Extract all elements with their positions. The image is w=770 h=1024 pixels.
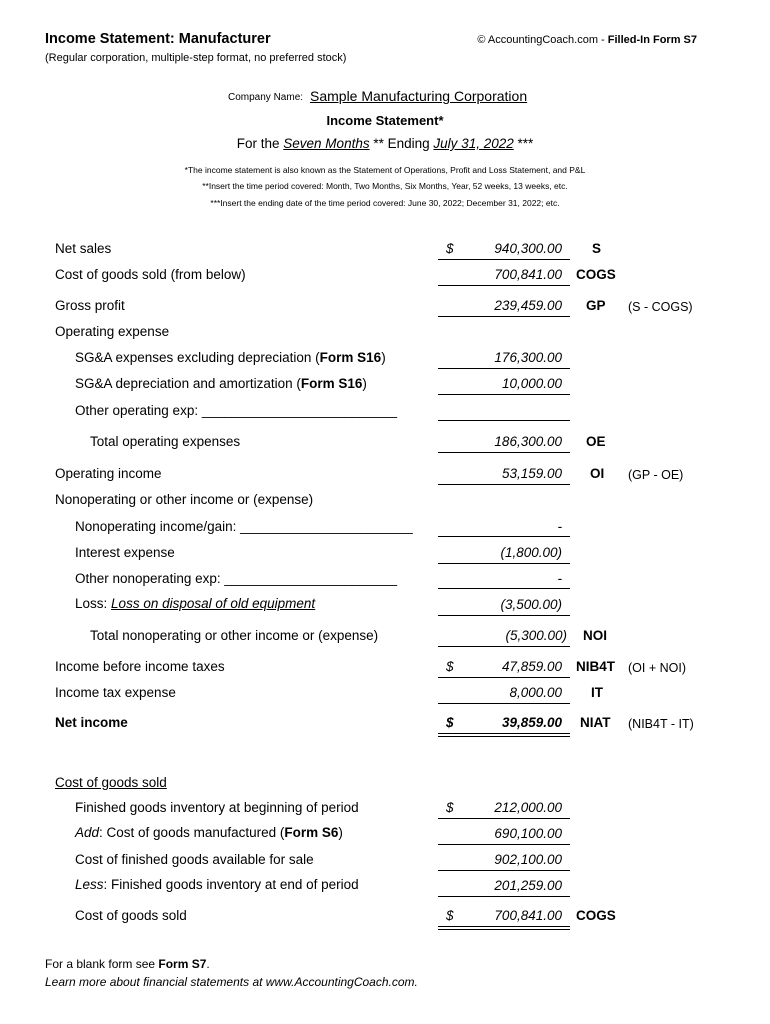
net-income-code: NIAT <box>580 715 611 730</box>
available-label: Cost of finished goods available for sale <box>75 852 314 867</box>
underline <box>438 316 570 317</box>
tax-code: IT <box>591 685 603 700</box>
opex-heading: Operating expense <box>55 324 170 339</box>
ending-inventory-label <box>75 877 359 892</box>
footnote-2: **Insert the time period covered: Month, Two Months, Six Months, Year, 52 weeks, 13 weeks, etc. <box>202 181 568 191</box>
net-income-label: Net income <box>55 715 128 730</box>
underline <box>438 588 570 589</box>
underline <box>438 870 570 871</box>
sga-dep-text: SG&A depreciation and amortization ( <box>75 376 301 391</box>
period-mid: ** Ending <box>373 136 430 151</box>
cogm-form: Form S6 <box>284 825 339 840</box>
currency-symbol: $ <box>446 800 454 815</box>
cogm-text: : Cost of goods manufactured ( <box>99 825 285 840</box>
cogm-label <box>75 825 343 840</box>
gross-profit-amount: 239,459.00 <box>494 298 562 313</box>
cogm-amount: 690,100.00 <box>494 826 562 841</box>
underline <box>438 285 570 286</box>
sga-dep-form: Form S16 <box>300 376 363 391</box>
footnote-1: *The income statement is also known as the Statement of Operations, Profit and Loss Statement, and P&L <box>184 165 586 175</box>
sga-dep-close: ) <box>362 376 367 391</box>
sga-excl-form: Form S16 <box>319 350 382 365</box>
cogs-section-heading: Cost of goods sold <box>55 775 167 790</box>
operating-income-code: OI <box>590 466 605 481</box>
total-nonop-amount: (5,300.00) <box>505 628 567 643</box>
other-opex-label: Other operating exp: __________________________ <box>75 403 398 418</box>
add-prefix: Add <box>75 825 100 840</box>
tax-label: Income tax expense <box>55 685 176 700</box>
total-nonop-label: Total nonoperating or other income or (expense) <box>90 628 379 643</box>
page-title: Income Statement: Manufacturer <box>45 31 271 47</box>
interest-label: Interest expense <box>75 545 175 560</box>
period-end-date: July 31, 2022 <box>433 136 514 151</box>
beginning-inventory-amount: 212,000.00 <box>494 800 562 815</box>
nonop-heading: Nonoperating or other income or (expense) <box>55 492 314 507</box>
sga-excl-close: ) <box>381 350 386 365</box>
cogm-close: ) <box>338 825 343 840</box>
operating-income-label: Operating income <box>55 466 162 481</box>
cogs-total-amount: 700,841.00 <box>494 908 562 923</box>
statement-title: Income Statement* <box>326 113 444 128</box>
operating-income-formula: (GP - OE) <box>628 468 684 482</box>
total-opex-code: OE <box>586 434 606 449</box>
ending-inventory-text: : Finished goods inventory at end of period <box>103 877 359 892</box>
blank-form-link[interactable]: Form S7 <box>158 957 207 971</box>
currency-symbol: $ <box>446 659 454 674</box>
ibt-label: Income before income taxes <box>55 659 225 674</box>
gross-profit-formula: (S - COGS) <box>628 300 693 314</box>
underline <box>438 368 570 369</box>
net-sales-amount: 940,300.00 <box>494 241 562 256</box>
currency-symbol: $ <box>446 715 454 730</box>
net-sales-code: S <box>592 241 602 256</box>
underline <box>438 452 570 453</box>
underline <box>438 646 570 647</box>
sga-excl-text: SG&A expenses excluding depreciation ( <box>75 350 320 365</box>
ibt-code: NIB4T <box>576 659 616 674</box>
underline <box>438 703 570 704</box>
ending-inventory-amount: 201,259.00 <box>494 878 562 893</box>
period-prefix: For the <box>236 136 280 151</box>
company-label: Company Name: <box>228 92 304 103</box>
underline <box>438 677 570 678</box>
currency-symbol: $ <box>446 908 454 923</box>
operating-income-amount: 53,159.00 <box>501 466 562 481</box>
page-subtitle: (Regular corporation, multiple-step format, no preferred stock) <box>45 52 347 64</box>
underline <box>438 615 570 616</box>
sga-dep-amount: 10,000.00 <box>501 376 562 391</box>
statement-period <box>0 136 770 151</box>
interest-amount: (1,800.00) <box>500 545 562 560</box>
cogs-total-label: Cost of goods sold <box>75 908 187 923</box>
total-opex-label: Total operating expenses <box>90 434 241 449</box>
less-prefix: Less <box>75 877 104 892</box>
blank-form-suffix: . <box>206 957 210 971</box>
source-text: © AccountingCoach.com - <box>477 34 608 46</box>
source-credit <box>477 34 697 46</box>
cogs-amount: 700,841.00 <box>494 267 562 282</box>
currency-symbol: $ <box>446 241 454 256</box>
underline <box>438 818 570 819</box>
other-nonop-amount: - <box>557 571 562 586</box>
form-tag: Filled-In Form S7 <box>607 34 697 46</box>
underline <box>438 896 570 897</box>
tax-amount: 8,000.00 <box>509 685 562 700</box>
loss-detail: Loss on disposal of old equipment <box>111 596 316 611</box>
double-underline <box>438 926 570 930</box>
cogs-label: Cost of goods sold (from below) <box>55 267 246 282</box>
company-name: Sample Manufacturing Corporation <box>310 88 528 104</box>
blank-form-prefix: For a blank form see <box>45 957 159 971</box>
net-income-amount: 39,859.00 <box>501 715 562 730</box>
gross-profit-label: Gross profit <box>55 298 125 313</box>
underline <box>438 536 570 537</box>
net-sales-label: Net sales <box>55 241 112 256</box>
footnote-3: ***Insert the ending date of the time period covered: June 30, 2022; December 31, 2022; etc. <box>210 198 560 208</box>
period-length: Seven Months <box>283 136 370 151</box>
available-amount: 902,100.00 <box>494 852 562 867</box>
underline <box>438 259 570 260</box>
cogs-code: COGS <box>576 267 616 282</box>
underline <box>438 484 570 485</box>
total-nonop-code: NOI <box>583 628 608 643</box>
ibt-amount: 47,859.00 <box>501 659 562 674</box>
cogs-total-code: COGS <box>576 908 616 923</box>
total-opex-amount: 186,300.00 <box>494 434 562 449</box>
other-nonop-label: Other nonoperating exp: _______________________ <box>75 571 398 586</box>
ibt-formula: (OI + NOI) <box>628 661 686 675</box>
underline <box>438 844 570 845</box>
sga-dep-label <box>75 376 367 391</box>
learn-more-note[interactable]: Learn more about financial statements at www.AccountingCoach.com. <box>45 975 418 989</box>
underline <box>438 394 570 395</box>
sga-excl-label <box>75 350 386 365</box>
gross-profit-code: GP <box>586 298 606 313</box>
sga-excl-amount: 176,300.00 <box>494 350 562 365</box>
loss-label <box>75 596 315 611</box>
underline <box>438 420 570 421</box>
nonop-gain-label: Nonoperating income/gain: _______________________ <box>75 519 413 534</box>
period-suffix: *** <box>517 136 534 151</box>
blank-form-note <box>45 957 210 971</box>
nonop-gain-amount: - <box>557 519 562 534</box>
net-income-formula: (NIB4T - IT) <box>628 717 694 731</box>
beginning-inventory-label: Finished goods inventory at beginning of period <box>75 800 359 815</box>
underline <box>438 563 570 564</box>
loss-amount: (3,500.00) <box>500 597 562 612</box>
double-underline <box>438 733 570 737</box>
loss-prefix: Loss: <box>75 596 108 611</box>
